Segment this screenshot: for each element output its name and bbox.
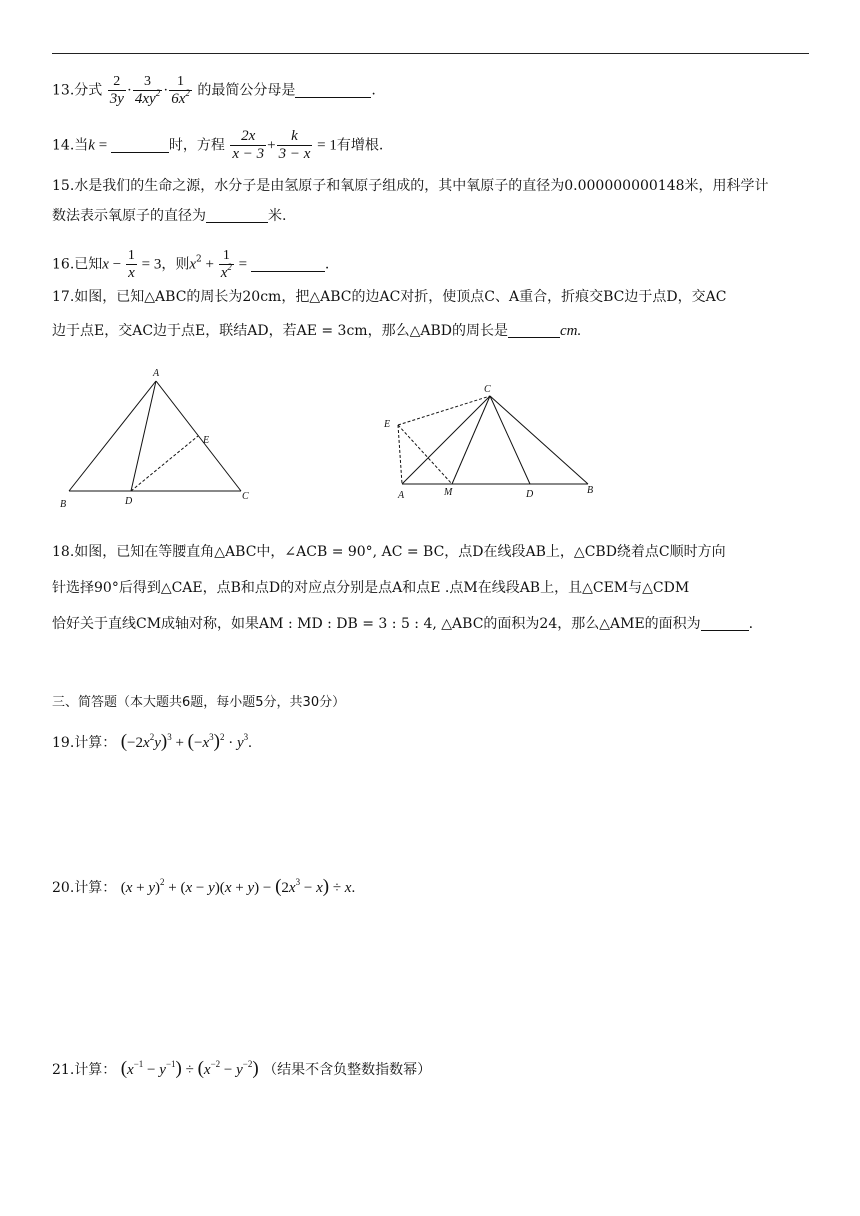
- q16-fraction-1: $\frac{1}{x}$: [127, 248, 135, 281]
- q16-number: 16.: [52, 256, 75, 273]
- figure-triangle-abc: [55, 364, 255, 514]
- q18-line-2: 针选择90°后得到△CAE，点B和点D的对应点分别是点A和点E .点M在线段AB上，且△CEM与△CDM: [52, 580, 690, 596]
- q16-mid-text: ，则: [161, 256, 190, 273]
- q16-answer-blank[interactable]: [251, 255, 325, 272]
- q14-mid-text: 时，方程: [168, 137, 225, 154]
- q21-note: （结果不含负整数指数幂）: [263, 1062, 432, 1078]
- figure-isosceles-right-triangle: [380, 380, 610, 510]
- q20-label: 20.计算：: [52, 880, 117, 896]
- q14-fraction-2: $\frac{k}{3 - x}$: [278, 128, 311, 162]
- fig2-label-c: C: [484, 384, 491, 395]
- q17-answer-blank[interactable]: [508, 321, 560, 338]
- question-21: [52, 1058, 431, 1081]
- fig1-fold-de: [131, 436, 198, 491]
- q13-fraction-2: $\frac{3}{4xy^2}$: [134, 74, 161, 107]
- q18-answer-blank[interactable]: [701, 614, 749, 631]
- q13-fraction-1: $\frac{2}{3y}$: [109, 74, 124, 107]
- q16-prefix: 已知: [74, 256, 103, 273]
- q19-expression: $(-2x^2y)^3 + (-x^3)^2 \cdot y^3$.: [120, 731, 252, 752]
- fig2-side-ac: [402, 396, 490, 484]
- fig2-label-m: M: [444, 487, 453, 498]
- fig1-label-b: B: [60, 499, 67, 510]
- question-14: 14.当k = 时，方程 $\frac{2x}{x - 3}$ + $\frac{k}{3 - x}$ = 1有增根.: [52, 128, 384, 162]
- question-17: [52, 286, 726, 342]
- q13-number: 13.: [52, 82, 75, 99]
- q20-expression: $(x + y)^2 + (x - y)(x + y) - (2x^3 - x) \div x$.: [120, 876, 356, 897]
- q17-unit: cm.: [559, 323, 582, 339]
- question-18: 18.如图，已知在等腰直角△ABC中，∠ACB = 90°, AC = BC，点D在线段AB上，△CBD绕着点C顺时方向 针选择90°后得到△CAE，点B和点D的对应点分别是点A和点E .点M在线段AB上，且△CEM与△CDM 恰好关于直线CM成轴对称，如果AM : MD : DB = 3 : 5 : 4, △ABC的面积为24，那么△AME的面积为 .: [52, 541, 753, 635]
- q17-line-1: 17.如图，已知△ABC的周长为20cm，把△ABC的边AC对折，使顶点C、A重合，折痕交BC边于点D，交AC: [52, 289, 727, 305]
- q19-label: 19.计算：: [52, 735, 117, 751]
- fig2-segment-cm: [452, 396, 490, 484]
- fig1-side-ac: [156, 381, 241, 491]
- q17-line-2: 边于点E，交AC边于点E，联结AD，若AE = 3cm，那么△ABD的周长是: [52, 323, 508, 339]
- q15-line-1: 15.水是我们的生命之源，水分子是由氢原子和氧原子组成的，其中氧原子的直径为0.000000000148米，用科学计: [52, 178, 769, 194]
- fig1-label-a: A: [153, 368, 160, 379]
- q13-fraction-3: $\frac{1}{6x^2}$: [171, 74, 190, 107]
- question-15: [52, 175, 769, 227]
- fig2-side-bc: [490, 396, 588, 484]
- q13-answer-blank[interactable]: [295, 81, 371, 98]
- header-rule: [52, 53, 809, 54]
- fig1-label-e: E: [203, 435, 210, 446]
- q14-text: 有增根.: [336, 137, 384, 154]
- fig2-segment-cd: [490, 396, 530, 484]
- q18-line-3: 恰好关于直线CM成轴对称，如果AM : MD : DB = 3 : 5 : 4, △ABC的面积为24，那么△AME的面积为: [52, 616, 701, 632]
- q14-variable-k: k: [88, 137, 95, 154]
- q13-text: 的最简公分母是: [197, 82, 296, 99]
- q15-answer-blank[interactable]: [206, 206, 268, 223]
- q18-line-1: 18.如图，已知在等腰直角△ABC中，∠ACB = 90°, AC = BC，点D在线段AB上，△CBD绕着点C顺时方向: [52, 544, 726, 560]
- question-16: 16.已知x − $\frac{1}{x}$ = 3，则$x^2$ + $\frac{1}{x^2}$ = .: [52, 248, 330, 281]
- q15-line-2: 数法表示氧原子的直径为: [52, 208, 206, 224]
- q14-number: 14.: [52, 137, 75, 154]
- q13-prefix: 分式: [74, 82, 103, 99]
- fig1-side-ab: [69, 381, 156, 491]
- fig2-label-d: D: [526, 489, 534, 500]
- fig2-label-a: A: [398, 490, 405, 501]
- fig2-label-b: B: [587, 485, 594, 496]
- question-19: [52, 731, 252, 754]
- fig2-segment-ae: [398, 425, 402, 484]
- q21-expression: $(x^{-1} - y^{-1}) \div (x^{-2} - y^{-2})$: [120, 1058, 259, 1079]
- q14-answer-blank[interactable]: [111, 136, 169, 153]
- fig2-segment-em: [398, 425, 452, 484]
- q14-prefix: 当: [74, 137, 89, 154]
- fig1-label-c: C: [242, 491, 249, 502]
- q16-fraction-2: $\frac{1}{x^2}$: [220, 248, 232, 281]
- question-20: [52, 876, 355, 899]
- fig2-label-e: E: [384, 419, 391, 430]
- q21-label: 21.计算：: [52, 1062, 117, 1078]
- q14-fraction-1: $\frac{2x}{x - 3}$: [232, 128, 265, 162]
- q15-unit: 米.: [268, 208, 287, 224]
- fig1-label-d: D: [125, 496, 133, 507]
- section-3-heading: 三、简答题（本大题共6题，每小题5分，共30分）: [52, 695, 346, 710]
- question-13: 13.分式 $\frac{2}{3y}$ · $\frac{3}{4xy^2}$ · $\frac{1}{6x^2}$ 的最简公分母是 .: [52, 74, 376, 107]
